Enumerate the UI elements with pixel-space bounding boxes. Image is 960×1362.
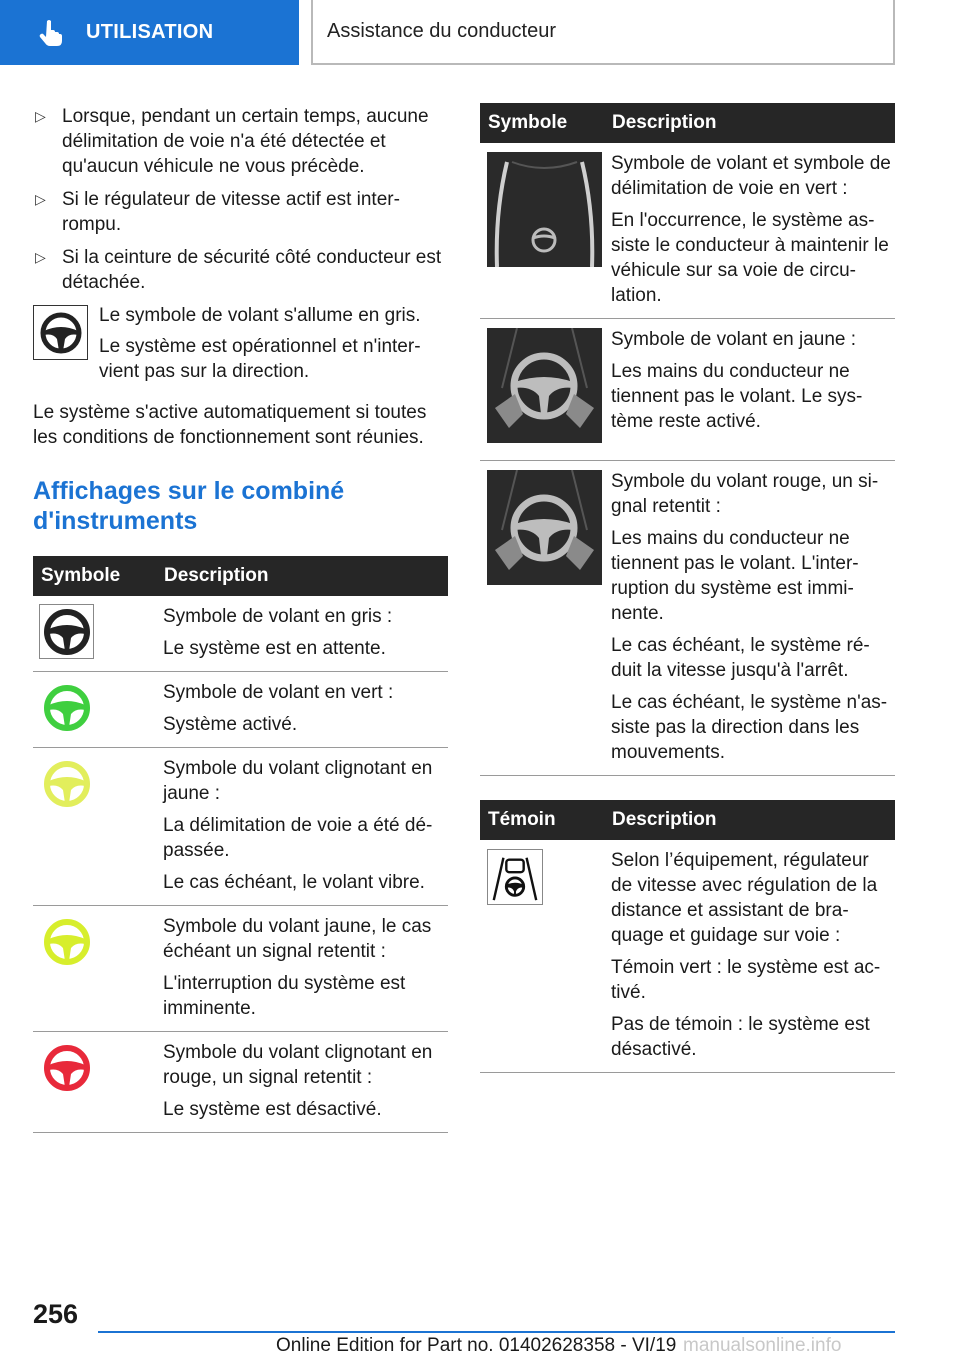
page-number: 256 (33, 1299, 79, 1329)
triangle-bullet-icon: ▷ (35, 249, 46, 265)
col-header-indicator: Témoin (480, 800, 604, 840)
steering-wheel-yellow-icon (39, 914, 156, 969)
col-header-description: Description (604, 800, 895, 840)
col-header-symbol: Symbole (480, 103, 604, 143)
icon-note-line: Le système est opérationnel et n'intervient pas sur la direction. (99, 336, 421, 382)
auto-activation-text: Le système s'active automatiquement si toutes les conditions de fonctionnement sont réunies. (33, 402, 427, 448)
triangle-bullet-icon: ▷ (35, 108, 46, 124)
triangle-bullet-icon: ▷ (35, 191, 46, 207)
description-line: Symbole de volant en vert : (163, 682, 394, 703)
table-row (480, 840, 895, 1073)
table-row (480, 461, 895, 776)
footer-rule (98, 1331, 895, 1333)
hand-pointer-icon (38, 19, 64, 47)
col-header-symbol: Symbole (33, 556, 156, 596)
steering-wheel-green-icon (39, 680, 156, 735)
description-line: Selon l’équipement, régulateur de vitesse avec régulation de la distance et assistant de braquage et guidage sur voie : (611, 850, 878, 946)
description-line: Le système est en attente. (163, 638, 386, 659)
table-row (33, 906, 448, 1032)
display-hands-off-red-icon (487, 470, 604, 592)
indicator-table (480, 800, 895, 1073)
section-tab[interactable] (0, 0, 299, 65)
description-line: Le cas échéant, le système n'assiste pas la direction dans les mouvements. (611, 692, 888, 763)
description-line: Le cas échéant, le système réduit la vitesse jusqu'à l'arrêt. (611, 635, 870, 681)
description-line: Symbole du volant rouge, un signal retentit : (611, 471, 879, 517)
description-line: Témoin vert : le système est activé. (611, 957, 881, 1003)
description-line: Symbole de volant en jaune : (611, 329, 857, 350)
col-header-description: Description (156, 556, 448, 596)
col-header-description: Description (604, 103, 895, 143)
description-line: Les mains du conducteur ne tiennent pas le volant. L'interruption du système est imminente. (611, 528, 859, 624)
section-heading: Affichages sur le combiné d'instruments (33, 477, 345, 535)
section-label: UTILISATION (86, 21, 214, 43)
icon-note (33, 303, 448, 390)
description-line: En l'occurrence, le système assiste le conducteur à maintenir le véhicule sur sa voie de circulation. (611, 210, 889, 306)
bullet-item: ▷ Si le régulateur de vitesse actif est interrompu. (35, 189, 400, 235)
display-symbols-table (480, 103, 895, 776)
table-row (33, 596, 448, 672)
bullet-item: ▷ Lorsque, pendant un certain temps, aucune délimitation de voie n'a été détectée et qu'aucun véhicule ne vous précède. (35, 106, 429, 177)
description-line: Symbole du volant clignotant en rouge, un signal retentit : (163, 1042, 433, 1088)
icon-note-line: Le symbole de volant s'allume en gris. (99, 305, 421, 326)
watermark-text: manualsonline.info (683, 1335, 842, 1356)
table-row (480, 319, 895, 461)
bullet-item: ▷ Si la ceinture de sécurité côté conducteur est détachée. (35, 247, 442, 293)
right-column (480, 103, 895, 1073)
table-row (33, 748, 448, 906)
display-wheel-lane-green-icon (487, 152, 604, 274)
table-row (480, 143, 895, 319)
steering-wheel-grey-icon (39, 604, 156, 659)
description-line: Symbole de volant et symbole de délimitation de voie en vert : (611, 153, 891, 199)
edition-text: Online Edition for Part no. 01402628358 - VI/19 (276, 1335, 677, 1356)
chapter-title: Assistance du conducteur (327, 20, 557, 42)
description-line: Le cas échéant, le volant vibre. (163, 872, 425, 893)
description-line: Pas de témoin : le système est désactivé. (611, 1014, 870, 1060)
lane-assist-indicator-icon (487, 849, 604, 912)
description-line: La délimitation de voie a été dépassée. (163, 815, 433, 861)
description-line: Symbole du volant clignotant en jaune : (163, 758, 433, 804)
description-line: L'interruption du système est imminente. (163, 973, 406, 1019)
description-line: Symbole de volant en gris : (163, 606, 393, 627)
description-line: Le système est désactivé. (163, 1099, 382, 1120)
steering-wheel-red-icon (39, 1040, 156, 1095)
chapter-header (311, 0, 895, 65)
description-line: Système activé. (163, 714, 298, 735)
table-row (33, 672, 448, 748)
table-row (33, 1032, 448, 1133)
steering-wheel-yellow-blinking-icon (39, 756, 156, 811)
left-column (33, 104, 448, 1133)
symbols-table (33, 556, 448, 1133)
display-hands-off-yellow-icon (487, 328, 604, 450)
description-line: Les mains du conducteur ne tiennent pas le volant. Le système reste activé. (611, 361, 863, 432)
description-line: Symbole du volant jaune, le cas échéant un signal retentit : (163, 916, 432, 962)
steering-wheel-grey-icon (33, 305, 88, 360)
